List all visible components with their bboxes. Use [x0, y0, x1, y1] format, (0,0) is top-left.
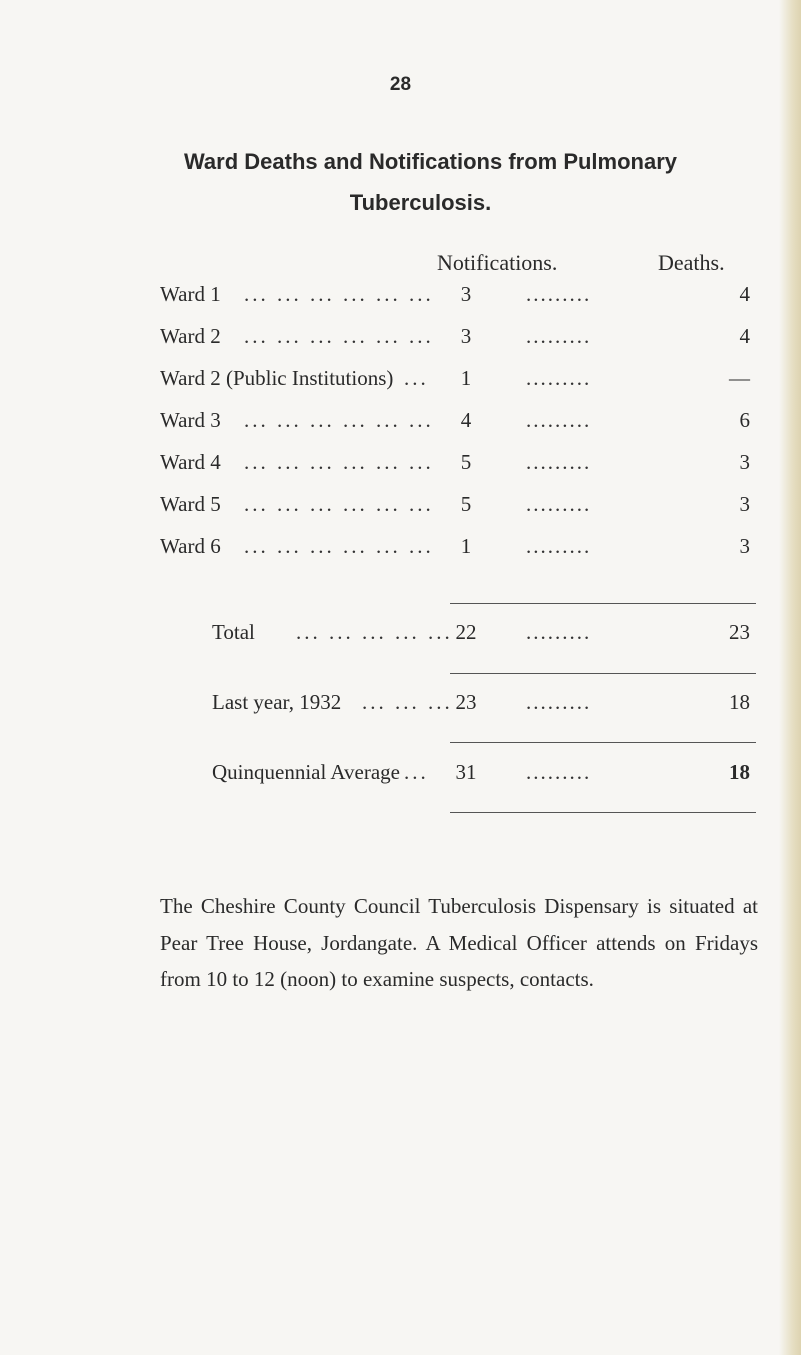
leader-dots: ... ... ... ... ... ... [244, 282, 434, 306]
leader-dots: ......... [526, 408, 592, 432]
row-label: Ward 2 (Public Institutions) [160, 366, 394, 390]
notifications-value: 1 [460, 534, 472, 558]
leader-dots: ......... [526, 534, 592, 558]
body-paragraph: The Cheshire County Council Tuberculosis Dispensary is situated at Pear Tree House, Jordangate. A Medical Officer attends on Fridays from 10 to 12 (noon) to examine suspects, contacts. [160, 894, 758, 991]
leader-dots: ... [404, 366, 429, 390]
table-row [0, 366, 801, 396]
deaths-value: 18 [729, 690, 750, 714]
deaths-value: 4 [739, 324, 750, 348]
leader-dots: ... ... ... ... ... ... [244, 324, 434, 348]
leader-dots: ... ... ... ... ... ... [244, 450, 434, 474]
deaths-column-header: Deaths. [658, 250, 725, 275]
notifications-value: 22 [455, 620, 477, 644]
leader-dots: ......... [526, 324, 592, 348]
leader-dots: ......... [526, 450, 592, 474]
deaths-value: 3 [739, 492, 750, 516]
leader-dots: ... ... ... ... ... [296, 620, 453, 644]
quinquennial-row [0, 760, 801, 790]
leader-dots: ......... [526, 760, 592, 784]
leader-dots: ... ... ... ... ... ... [244, 492, 434, 516]
notifications-value: 3 [460, 324, 472, 348]
leader-dots: ......... [526, 690, 592, 714]
row-label: Ward 2 [160, 324, 221, 348]
leader-dots: ......... [526, 492, 592, 516]
notifications-value: 5 [460, 450, 472, 474]
table-row [0, 492, 801, 522]
row-label: Ward 6 [160, 534, 221, 558]
notifications-value: 1 [460, 366, 472, 390]
leader-dots: ......... [526, 366, 592, 390]
row-label: Total [212, 620, 255, 644]
divider-rule [450, 742, 756, 743]
row-label: Ward 1 [160, 282, 221, 306]
last-year-row [0, 690, 801, 720]
row-label: Ward 5 [160, 492, 221, 516]
deaths-value: 3 [739, 450, 750, 474]
deaths-value: 23 [729, 620, 750, 644]
row-label: Last year, 1932 [212, 690, 342, 714]
leader-dots: ... [404, 760, 429, 784]
notifications-value: 3 [460, 282, 472, 306]
table-row [0, 282, 801, 312]
leader-dots: ......... [526, 282, 592, 306]
deaths-value: 3 [739, 534, 750, 558]
deaths-value: 6 [739, 408, 750, 432]
page-title: Ward Deaths and Notifications from Pulmonary [183, 149, 678, 174]
leader-dots: ... ... ... ... ... ... [244, 534, 434, 558]
leader-dots: ......... [526, 620, 592, 644]
notifications-value: 23 [455, 690, 477, 714]
row-label: Quinquennial Average [212, 760, 400, 784]
leader-dots: ... ... ... [362, 690, 453, 714]
deaths-value: — [729, 366, 750, 390]
deaths-value: 18 [729, 760, 750, 784]
table-row [0, 324, 801, 354]
table-row [0, 534, 801, 564]
notifications-value: 31 [455, 760, 477, 784]
divider-rule [450, 673, 756, 674]
notifications-value: 4 [460, 408, 472, 432]
page-number: 28 [389, 74, 412, 95]
leader-dots: ... ... ... ... ... ... [244, 408, 434, 432]
table-row [0, 408, 801, 438]
page-title-continued: Tuberculosis. [349, 190, 492, 215]
notifications-value: 5 [460, 492, 472, 516]
total-row [0, 620, 801, 650]
deaths-value: 4 [739, 282, 750, 306]
row-label: Ward 4 [160, 450, 221, 474]
divider-rule [450, 603, 756, 604]
notifications-column-header: Notifications. [437, 250, 558, 275]
row-label: Ward 3 [160, 408, 221, 432]
table-row [0, 450, 801, 480]
divider-rule [450, 812, 756, 813]
